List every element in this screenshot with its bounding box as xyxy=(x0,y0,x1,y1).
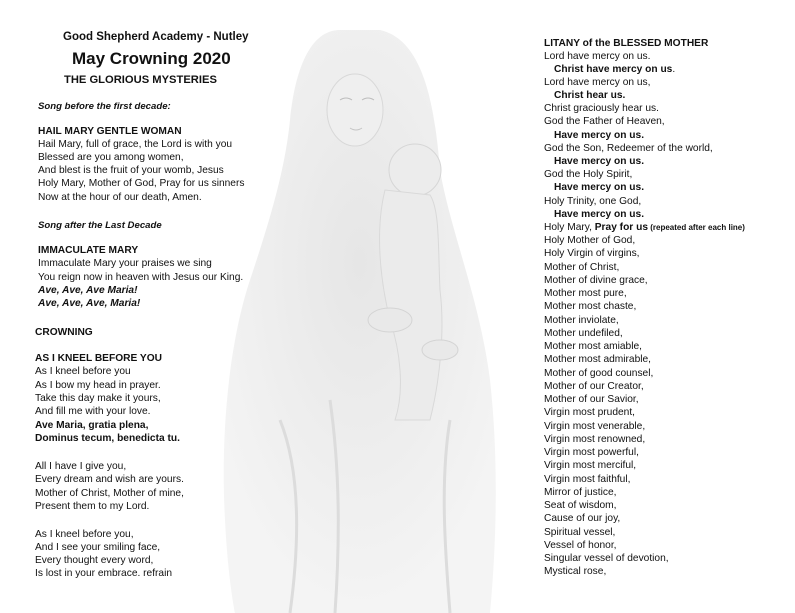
song1-title: HAIL MARY GENTLE WOMAN xyxy=(38,126,182,137)
song3-line: Present them to my Lord. xyxy=(35,501,150,512)
song2-refrain: Ave, Ave, Ave Maria! xyxy=(38,285,138,296)
invocation: Virgin most powerful, xyxy=(544,447,639,458)
song1-line: Holy Mary, Mother of God, Pray for us sinners xyxy=(38,178,245,189)
song3-line: Every thought every word, xyxy=(35,555,154,566)
litany-response-text: Christ have mercy on us xyxy=(554,64,673,75)
song3-title: AS I KNEEL BEFORE YOU xyxy=(35,353,162,364)
invocation: Vessel of honor, xyxy=(544,540,617,551)
song3-line: And fill me with your love. xyxy=(35,406,151,417)
song2-title: IMMACULATE MARY xyxy=(38,245,139,256)
song3-line: Every dream and wish are yours. xyxy=(35,474,184,485)
song2-line: You reign now in heaven with Jesus our King. xyxy=(38,272,244,283)
repeat-note: (repeated after each line) xyxy=(648,223,745,232)
invocation: Mother undefiled, xyxy=(544,328,623,339)
litany-call: God the Holy Spirit, xyxy=(544,169,633,180)
mysteries-heading: THE GLORIOUS MYSTERIES xyxy=(64,74,217,86)
invocation: Virgin most renowned, xyxy=(544,434,646,445)
song3-latin: Dominus tecum, benedicta tu. xyxy=(35,433,180,444)
invocation: Mirror of justice, xyxy=(544,487,617,498)
invocation: Virgin most merciful, xyxy=(544,460,637,471)
invocation: Holy Virgin of virgins, xyxy=(544,248,640,259)
invocation: Mother most pure, xyxy=(544,288,627,299)
song1-line: Blessed are you among women, xyxy=(38,152,184,163)
song2-refrain: Ave, Ave, Ave, Maria! xyxy=(38,298,141,309)
litany-holy-mary xyxy=(544,221,745,234)
event-title: May Crowning 2020 xyxy=(72,49,231,68)
song1-line: Hail Mary, full of grace, the Lord is with you xyxy=(38,139,233,150)
song3-line: Take this day make it yours, xyxy=(35,393,161,404)
song3-line: Is lost in your embrace. refrain xyxy=(35,568,173,579)
song1-line: Now at the hour of our death, Amen. xyxy=(38,192,202,203)
invocation: Mother most admirable, xyxy=(544,354,652,365)
song3-line: As I kneel before you, xyxy=(35,529,134,540)
invocation: Mother of good counsel, xyxy=(544,368,654,379)
song3-latin: Ave Maria, gratia plena, xyxy=(35,420,149,431)
holy-mary-call: Holy Mary, xyxy=(544,222,595,233)
invocation: Virgin most prudent, xyxy=(544,407,635,418)
litany-response: Have mercy on us. xyxy=(554,130,645,141)
invocation: Mother inviolate, xyxy=(544,315,619,326)
madonna-statue-image xyxy=(190,0,530,613)
invocation: Mother of our Savior, xyxy=(544,394,639,405)
litany-response: Have mercy on us. xyxy=(554,156,645,167)
song3-line: Mother of Christ, Mother of mine, xyxy=(35,488,184,499)
invocation: Seat of wisdom, xyxy=(544,500,617,511)
litany-title: LITANY of the BLESSED MOTHER xyxy=(544,38,709,49)
litany-call: Holy Trinity, one God, xyxy=(544,196,642,207)
song3-line: And I see your smiling face, xyxy=(35,542,161,553)
invocation: Mother most amiable, xyxy=(544,341,642,352)
song3-line: As I bow my head in prayer. xyxy=(35,380,161,391)
invocation: Cause of our joy, xyxy=(544,513,621,524)
crowning-heading: CROWNING xyxy=(35,327,93,338)
litany-response: Christ have mercy on us. xyxy=(554,64,676,75)
invocation: Virgin most faithful, xyxy=(544,474,631,485)
litany-response: Christ hear us. xyxy=(554,90,626,101)
invocation: Mother of divine grace, xyxy=(544,275,648,286)
invocation: Mystical rose, xyxy=(544,566,607,577)
song2-line: Immaculate Mary your praises we sing xyxy=(38,258,212,269)
song1-line: And blest is the fruit of your womb, Jesus xyxy=(38,165,224,176)
song3-line: All I have I give you, xyxy=(35,461,127,472)
song1-note: Song before the first decade: xyxy=(38,101,171,112)
litany-call: Lord have mercy on us. xyxy=(544,51,651,62)
invocation: Mother of our Creator, xyxy=(544,381,644,392)
invocation: Spiritual vessel, xyxy=(544,527,616,538)
song3-line: As I kneel before you xyxy=(35,366,131,377)
litany-call: God the Son, Redeemer of the world, xyxy=(544,143,713,154)
litany-response: Have mercy on us. xyxy=(554,209,645,220)
litany-response: Have mercy on us. xyxy=(554,182,645,193)
invocation: Mother of Christ, xyxy=(544,262,620,273)
litany-call: God the Father of Heaven, xyxy=(544,116,665,127)
school-name: Good Shepherd Academy - Nutley xyxy=(63,31,249,43)
invocation: Virgin most venerable, xyxy=(544,421,646,432)
song2-note: Song after the Last Decade xyxy=(38,220,162,231)
pray-for-us: Pray for us xyxy=(594,222,648,233)
litany-call: Lord have mercy on us, xyxy=(544,77,651,88)
litany-call: Christ graciously hear us. xyxy=(544,103,659,114)
invocation: Holy Mother of God, xyxy=(544,235,636,246)
invocation: Singular vessel of devotion, xyxy=(544,553,669,564)
invocation: Mother most chaste, xyxy=(544,301,637,312)
